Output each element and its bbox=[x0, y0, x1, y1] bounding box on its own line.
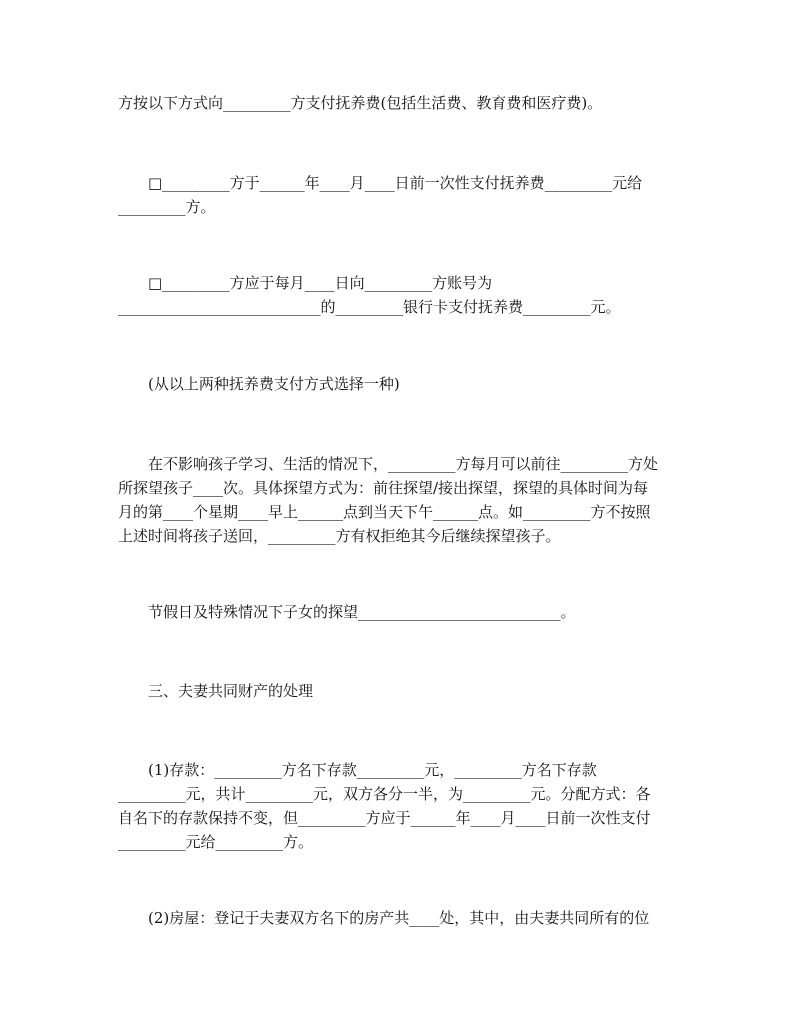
paragraph-visitation bbox=[118, 452, 678, 548]
text-line: □_________方于______年____月____日前一次性支付抚养费_________元给 bbox=[148, 174, 643, 192]
paragraph-housing bbox=[118, 906, 678, 930]
text-line: ___________________________的_________银行卡支付抚养费_________元。 bbox=[118, 298, 621, 316]
section-heading: 三、夫妻共同财产的处理 bbox=[148, 682, 314, 700]
text-line: (1)存款：_________方名下存款_________元，_________方名下存款 bbox=[148, 761, 597, 779]
paragraph-deposits bbox=[118, 758, 678, 854]
text-line: 节假日及特殊情况下子女的探望___________________________。 bbox=[148, 603, 576, 621]
text-line: (2)房屋：登记于夫妻双方名下的房产共____处，其中，由夫妻共同所有的位 bbox=[148, 909, 650, 927]
text-line: _________元，共计_________元，双方各分一半，为_________元。分配方式：各 bbox=[118, 785, 651, 803]
text-line: 月的第____个星期____早上______点到当天下午______点。如_________方不按照 bbox=[118, 503, 651, 521]
text-line: □_________方应于每月____日向_________方账号为 bbox=[148, 274, 493, 292]
paragraph-holiday-visitation bbox=[118, 600, 678, 624]
text-line: 在不影响孩子学习、生活的情况下，_________方每月可以前往_________方处 bbox=[148, 455, 659, 473]
text-line: 自名下的存款保持不变，但_________方应于______年____月____日前一次性支付 bbox=[118, 809, 651, 827]
paragraph-support-method-intro bbox=[118, 91, 678, 115]
text-line: 上述时间将孩子送回，_________方有权拒绝其今后继续探望孩子。 bbox=[118, 527, 561, 545]
text-line: (从以上两种抚养费支付方式选择一种) bbox=[148, 375, 400, 393]
text-line: 方按以下方式向_________方支付抚养费(包括生活费、教育费和医疗费)。 bbox=[118, 94, 603, 112]
text-line: 所探望孩子____次。具体探望方式为：前往探望/接出探望，探望的具体时间为每 bbox=[118, 479, 649, 497]
paragraph-choose-note bbox=[118, 372, 678, 396]
text-line: _________方。 bbox=[118, 198, 216, 216]
section-heading-joint-property bbox=[118, 679, 678, 703]
text-line: _________元给_________方。 bbox=[118, 833, 314, 851]
paragraph-lump-sum-option bbox=[118, 171, 678, 219]
paragraph-monthly-option bbox=[118, 271, 678, 319]
